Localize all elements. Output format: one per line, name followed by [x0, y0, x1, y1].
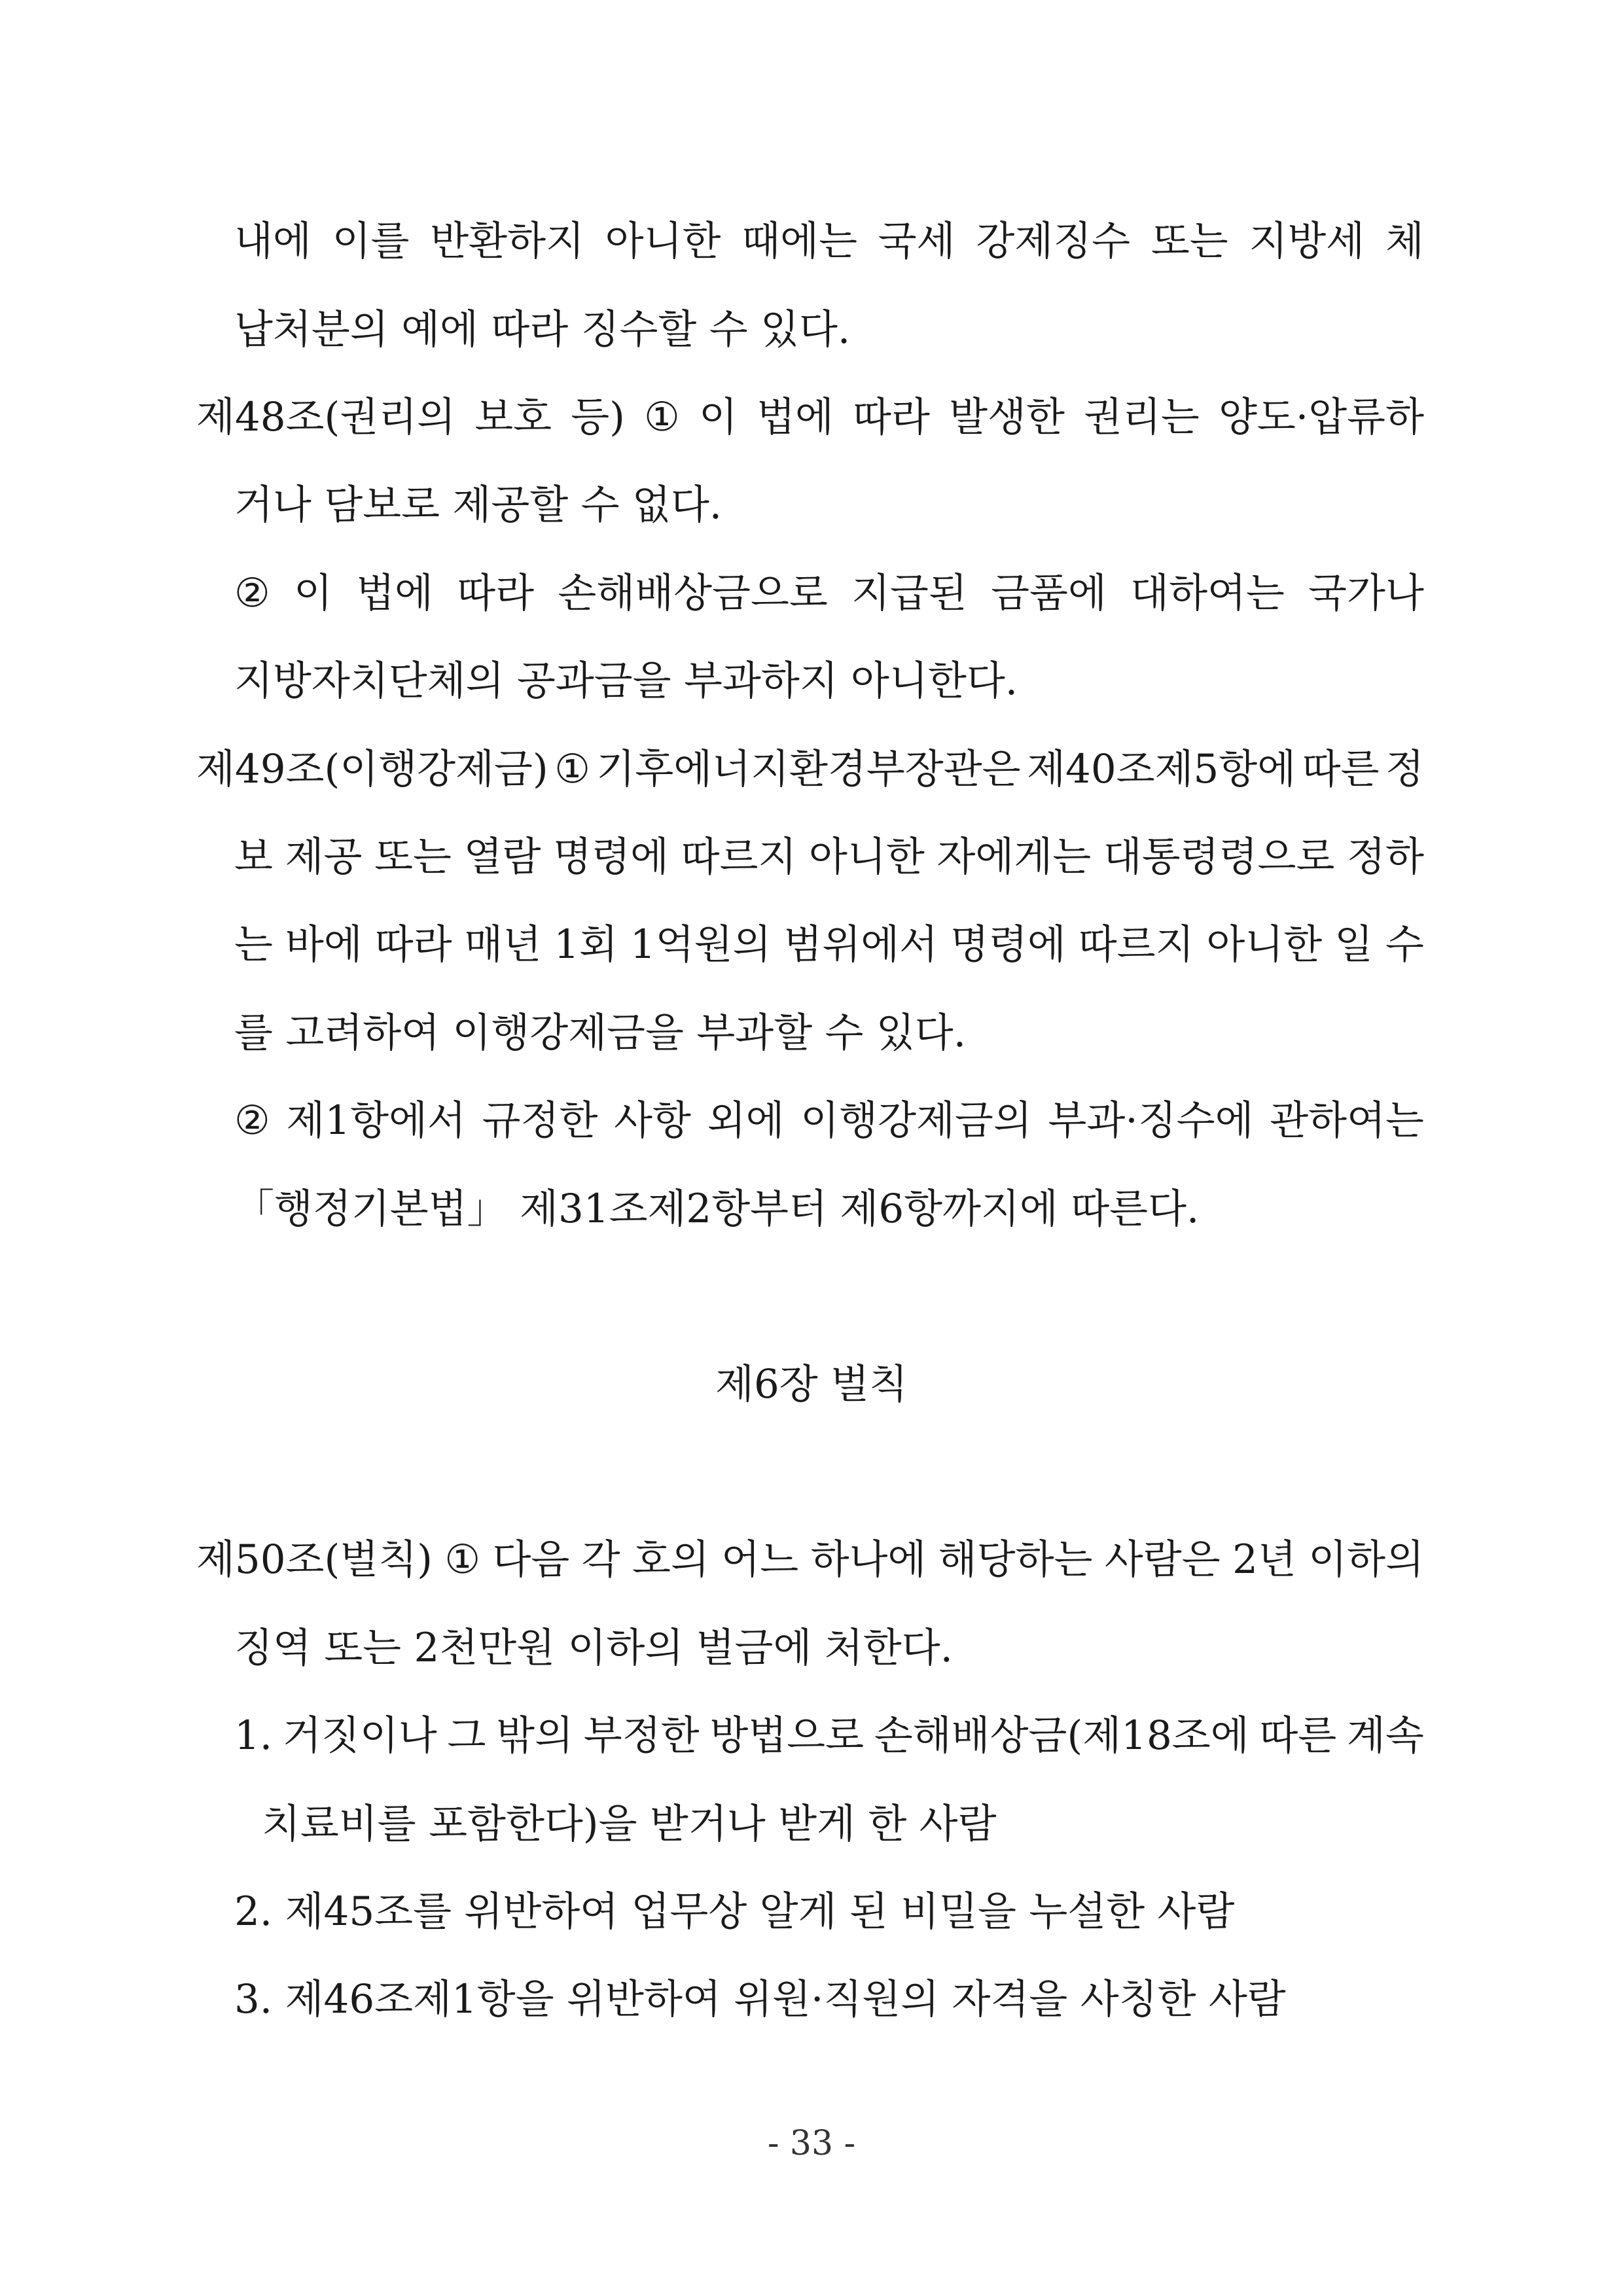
word: 는: [234, 921, 273, 968]
word: 이: [293, 570, 332, 616]
list-item-1-continuation: 치료비를 포함한다)을 받거나 받게 한 사람: [262, 1801, 997, 1847]
word: 1회: [554, 921, 618, 968]
word: 체: [1385, 218, 1424, 264]
word: 아니한: [1206, 921, 1323, 968]
word: 어느: [721, 1536, 799, 1583]
chapter-title: 제6장 벌칙: [715, 1361, 908, 1407]
word: 대통령령으로: [1103, 834, 1335, 880]
word: 법에: [356, 570, 433, 616]
word: 양도·압류하: [1218, 394, 1424, 440]
word: 열람: [463, 834, 541, 880]
word: 외에: [707, 1097, 785, 1144]
word: 강제징수: [976, 218, 1131, 264]
paragraph-line: 거나 담보로 제공할 수 없다.: [234, 482, 722, 528]
word: 따른: [1259, 1712, 1337, 1759]
word: 이를: [332, 218, 410, 264]
word: 보: [234, 834, 273, 880]
list-item-1: [234, 1712, 1424, 1759]
word: 아니한: [605, 218, 721, 264]
word: 밖의: [496, 1712, 574, 1759]
word: 사람은: [1104, 1536, 1221, 1583]
word: 명령에: [950, 921, 1066, 968]
paragraph-line: [234, 218, 1424, 264]
word: 제49조(이행강제금): [196, 746, 548, 792]
word: ①: [444, 1536, 481, 1583]
paragraph-line: 납처분의 예에 따라 징수할 수 있다.: [234, 306, 851, 353]
word: 자에게는: [936, 834, 1092, 880]
word: 각: [581, 1536, 620, 1583]
word: 대하여는: [1130, 570, 1285, 616]
word: 부정한: [583, 1712, 700, 1759]
paragraph-line: [234, 834, 1424, 880]
list-item-2: 2. 제45조를 위반하여 업무상 알게 된 비밀을 누설한 사람: [234, 1888, 1235, 1935]
word: 일: [1334, 921, 1374, 968]
word: 방법으로: [709, 1712, 865, 1759]
word: ①: [644, 394, 680, 440]
word: 수: [1385, 921, 1424, 968]
word: 반환하지: [430, 218, 584, 264]
word: 지급된: [851, 570, 967, 616]
word: 따라: [457, 570, 535, 616]
word: 따르지: [1078, 921, 1194, 968]
word: 해당하는: [938, 1536, 1093, 1583]
paragraph-line: 지방자치단체의 공과금을 부과하지 아니한다.: [234, 658, 1018, 704]
word: 등): [571, 394, 625, 440]
word: 권리는: [1084, 394, 1200, 440]
word: 따라: [374, 921, 452, 968]
word: 아니한: [809, 834, 925, 880]
paragraph-line: 를 고려하여 이행강제금을 부과할 수 있다.: [234, 1010, 967, 1056]
word: 이: [698, 394, 738, 440]
word: 금품에: [991, 570, 1107, 616]
word: 다음: [492, 1536, 570, 1583]
word: 보호: [474, 394, 552, 440]
paragraph-line: [234, 570, 1424, 616]
word: 정하: [1347, 834, 1424, 880]
word: 제50조(벌칙): [196, 1536, 433, 1583]
page-number: - 33 -: [767, 2124, 856, 2163]
word: 정: [1385, 746, 1424, 792]
word: 규정한: [482, 1097, 598, 1144]
word: 제48조(권리의: [196, 394, 456, 440]
word: 매년: [464, 921, 542, 968]
word: 기후에너지환경부장관은: [596, 746, 1021, 792]
word: 1억원의: [630, 921, 772, 968]
word: 따르지: [681, 834, 797, 880]
paragraph-line: [234, 1097, 1424, 1144]
article-48-line: [196, 394, 1424, 440]
paragraph-line: [234, 921, 1424, 968]
paragraph-line: 「행정기본법」 제31조제2항부터 제6항까지에 따른다.: [234, 1186, 1200, 1232]
word: 때에는: [741, 218, 857, 264]
word: 국가나: [1308, 570, 1424, 616]
word: 이행강제금의: [800, 1097, 1032, 1144]
word: 발생한: [949, 394, 1065, 440]
word: 내에: [234, 218, 312, 264]
word: 관하여는: [1270, 1097, 1424, 1144]
word: 국세: [878, 218, 955, 264]
word: ②: [234, 1097, 270, 1144]
paragraph-line: 징역 또는 2천만원 이하의 벌금에 처한다.: [234, 1625, 953, 1671]
word: 이하의: [1308, 1536, 1424, 1583]
word: 또는: [1150, 218, 1228, 264]
word: 따라: [853, 394, 930, 440]
word: 법에: [757, 394, 834, 440]
word: 1.: [234, 1712, 273, 1759]
word: 손해배상금으로: [558, 570, 828, 616]
word: 2년: [1232, 1536, 1296, 1583]
list-item-3: 3. 제46조제1항을 위반하여 위원·직원의 자격을 사칭한 사람: [234, 1976, 1286, 2022]
word: 제40조제5항에: [1027, 746, 1296, 792]
article-50-line: [196, 1536, 1424, 1583]
word: 명령에: [553, 834, 669, 880]
word: 거짓이나: [282, 1712, 437, 1759]
word: 제공: [285, 834, 363, 880]
word: ①: [554, 746, 590, 792]
word: 제1항에서: [286, 1097, 466, 1144]
word: ②: [234, 570, 270, 616]
word: 계속: [1347, 1712, 1424, 1759]
word: 사항: [614, 1097, 691, 1144]
word: 따른: [1302, 746, 1380, 792]
article-49-line: [196, 746, 1424, 792]
word: 그: [447, 1712, 486, 1759]
word: 바에: [285, 921, 363, 968]
word: 지방세: [1249, 218, 1365, 264]
word: 호의: [632, 1536, 709, 1583]
word: 부과·징수에: [1048, 1097, 1254, 1144]
word: 또는: [374, 834, 452, 880]
word: 하나에: [810, 1536, 927, 1583]
word: 범위에서: [783, 921, 938, 968]
word: 손해배상금(제18조에: [874, 1712, 1249, 1759]
